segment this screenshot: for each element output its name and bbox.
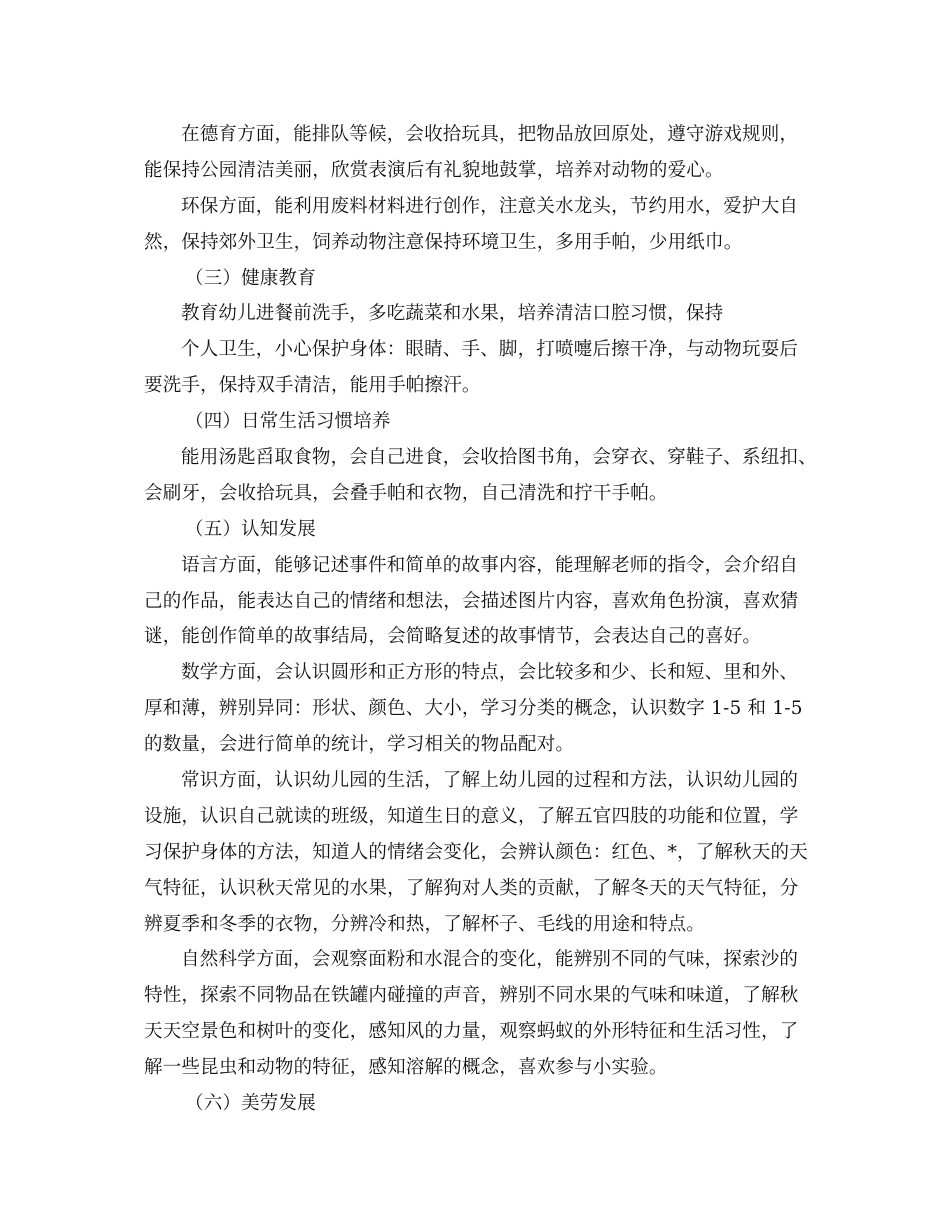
paragraph-general-knowledge-line-3: 习保护身体的方法，知道人的情绪会变化，会辨认颜色：红色、*，了解秋天的天: [144, 841, 808, 863]
paragraph-health-line-3: 要洗手，保持双手清洁，能用手帕擦汗。: [144, 375, 481, 397]
section-heading-daily-habits: （四）日常生活习惯培养: [185, 411, 391, 433]
paragraph-environment-line-1: 环保方面，能利用废料材料进行创作，注意关水龙头，节约用水，爱护大自: [181, 195, 799, 217]
section-heading-cognitive-development: （五）认知发展: [185, 518, 316, 540]
paragraph-general-knowledge-line-2: 设施，认识自己就读的班级，知道生日的意义，了解五官四肢的功能和位置，学: [144, 805, 799, 827]
paragraph-math-line-2: 厚和薄，辨别异同：形状、颜色、大小，学习分类的概念，认识数字 1-5 和 1-5: [144, 698, 803, 720]
paragraph-general-knowledge-line-1: 常识方面，认识幼儿园的生活，了解上幼儿园的过程和方法，认识幼儿园的: [181, 770, 799, 792]
paragraph-language-line-2: 己的作品，能表达自己的情绪和想法，会描述图片内容，喜欢角色扮演，喜欢猜: [144, 590, 799, 612]
paragraph-health-line-1: 教育幼儿进餐前洗手，多吃蔬菜和水果，培养清洁口腔习惯，保持: [181, 303, 724, 325]
paragraph-health-line-2: 个人卫生，小心保护身体：眼睛、手、脚，打喷嚏后擦干净，与动物玩耍后: [181, 339, 799, 361]
paragraph-daily-habits-line-2: 会刷牙，会收拾玩具，会叠手帕和衣物，自己清洗和拧干手帕。: [144, 482, 668, 504]
paragraph-moral-education-line-2: 能保持公园清洁美丽，欣赏表演后有礼貌地鼓掌，培养对动物的爱心。: [144, 159, 724, 181]
paragraph-natural-science-line-4: 解一些昆虫和动物的特征，感知溶解的概念，喜欢参与小实验。: [144, 1057, 668, 1079]
paragraph-general-knowledge-line-5: 辨夏季和冬季的衣物，分辨冷和热，了解杯子、毛线的用途和特点。: [144, 913, 706, 935]
paragraph-general-knowledge-line-4: 气特征，认识秋天常见的水果，了解狗对人类的贡献，了解冬天的天气特征，分: [144, 877, 799, 899]
document-body: [144, 117, 817, 1122]
paragraph-natural-science-line-3: 天天空景色和树叶的变化，感知风的力量，观察蚂蚁的外形特征和生活习性，了: [144, 1021, 799, 1043]
paragraph-moral-education-line-1: 在德育方面，能排队等候，会收拾玩具，把物品放回原处，遵守游戏规则，: [181, 124, 799, 145]
paragraph-language-line-1: 语言方面，能够记述事件和简单的故事内容，能理解老师的指令，会介绍自: [181, 554, 799, 576]
paragraph-language-line-3: 谜，能创作简单的故事结局，会简略复述的故事情节，会表达自己的喜好。: [144, 626, 762, 648]
paragraph-natural-science-line-2: 特性，探索不同物品在铁罐内碰撞的声音，辨别不同水果的气味和味道，了解秋: [144, 985, 799, 1007]
paragraph-math-line-3: 的数量，会进行简单的统计，学习相关的物品配对。: [144, 734, 575, 756]
paragraph-environment-line-2: 然，保持郊外卫生，饲养动物注意保持环境卫生，多用手帕，少用纸巾。: [144, 231, 743, 253]
section-heading-arts-crafts: （六）美劳发展: [185, 1093, 316, 1115]
paragraph-math-line-1: 数学方面，会认识圆形和正方形的特点，会比较多和少、长和短、里和外、: [181, 662, 799, 684]
paragraph-natural-science-line-1: 自然科学方面，会观察面粉和水混合的变化，能辨别不同的气味，探索沙的: [181, 949, 799, 971]
section-heading-health-education: （三）健康教育: [185, 267, 316, 289]
paragraph-daily-habits-line-1: 能用汤匙舀取食物，会自己进食，会收拾图书角，会穿衣、穿鞋子、系纽扣、: [181, 447, 817, 469]
